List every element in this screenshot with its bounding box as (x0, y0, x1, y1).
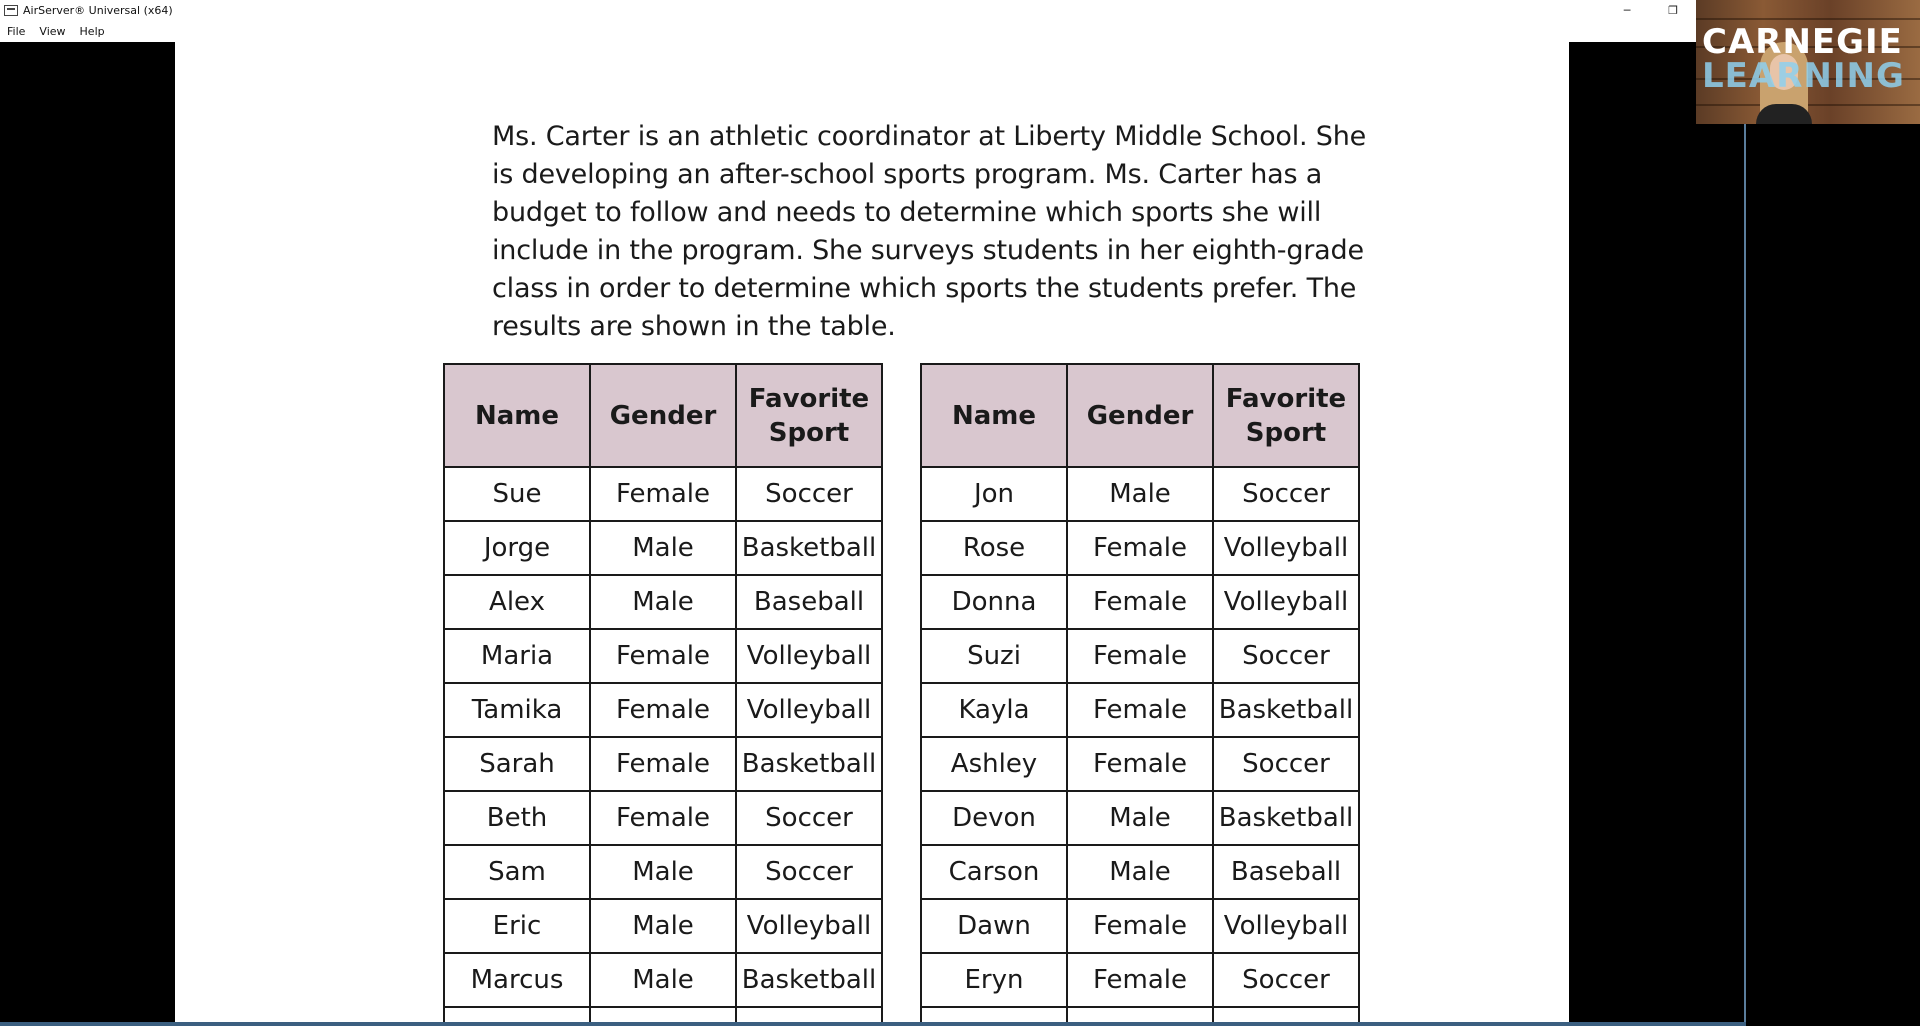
cell-name: Suzi (921, 629, 1067, 683)
cell-gender: Female (590, 737, 736, 791)
table-row (921, 521, 1359, 575)
mirrored-document-page (175, 42, 1569, 1026)
cell-name: Marcus (444, 953, 590, 1007)
cell-name: Rose (921, 521, 1067, 575)
header-gender: Gender (1067, 364, 1213, 467)
table-row (444, 737, 882, 791)
cell-favorite-sport: Soccer (736, 845, 882, 899)
cell-name: Maria (444, 629, 590, 683)
menu-view[interactable]: View (39, 25, 66, 38)
cell-gender: Female (1067, 575, 1213, 629)
survey-table-left-body (444, 467, 882, 1026)
header-favorite-sport: Favorite Sport (1213, 364, 1359, 467)
cell-gender: Female (590, 629, 736, 683)
cell-name: Sarah (444, 737, 590, 791)
cell-name: Beth (444, 791, 590, 845)
carnegie-learning-logo-line2: LEARNING (1702, 56, 1905, 96)
table-row (444, 629, 882, 683)
table-row (444, 521, 882, 575)
cell-gender: Female (590, 791, 736, 845)
cell-favorite-sport: Basketball (1213, 683, 1359, 737)
cell-favorite-sport: Baseball (736, 575, 882, 629)
minimize-button[interactable]: ─ (1623, 4, 1631, 17)
cell-gender: Female (1067, 953, 1213, 1007)
window-border-line (1744, 124, 1746, 1026)
cell-favorite-sport: Volleyball (1213, 899, 1359, 953)
cell-gender: Male (1067, 791, 1213, 845)
cell-name: Devon (921, 791, 1067, 845)
cell-name: Alex (444, 575, 590, 629)
table-row (921, 467, 1359, 521)
cell-gender: Female (590, 467, 736, 521)
table-row (921, 629, 1359, 683)
cell-name: Kayla (921, 683, 1067, 737)
cell-gender: Female (1067, 683, 1213, 737)
cell-gender: Male (590, 953, 736, 1007)
cell-name: Donna (921, 575, 1067, 629)
title-bar (0, 0, 1696, 21)
cell-name: Ashley (921, 737, 1067, 791)
cell-favorite-sport: Volleyball (736, 683, 882, 737)
table-row (444, 845, 882, 899)
table-row (921, 899, 1359, 953)
table-row (444, 575, 882, 629)
cell-favorite-sport: Soccer (736, 467, 882, 521)
cell-favorite-sport: Volleyball (1213, 521, 1359, 575)
airserver-app-icon (4, 5, 18, 16)
header-favorite-sport: Favorite Sport (736, 364, 882, 467)
cell-name: Sue (444, 467, 590, 521)
cell-favorite-sport: Soccer (1213, 467, 1359, 521)
cell-favorite-sport: Soccer (736, 791, 882, 845)
header-name: Name (444, 364, 590, 467)
cell-favorite-sport: Soccer (1213, 953, 1359, 1007)
cell-gender: Female (1067, 899, 1213, 953)
restore-button[interactable]: ❐ (1668, 4, 1678, 17)
cell-name: Tamika (444, 683, 590, 737)
cell-name: Jorge (444, 521, 590, 575)
problem-paragraph: Ms. Carter is an athletic coordinator at Liberty Middle School. She is developing an after-school sports program. Ms. Carter has a budget to follow and needs to determine which sports she will include in the program. She surveys students in her eighth-grade class in order to determine which sports the students prefer. The results are shown in the table. (492, 121, 1367, 342)
table-row (921, 845, 1359, 899)
cell-favorite-sport: Soccer (1213, 629, 1359, 683)
cell-name: Dawn (921, 899, 1067, 953)
window-controls (1604, 0, 1696, 21)
cell-favorite-sport: Baseball (1213, 845, 1359, 899)
cell-name: Carson (921, 845, 1067, 899)
menu-help[interactable]: Help (79, 25, 105, 38)
cell-favorite-sport: Soccer (1213, 737, 1359, 791)
cell-favorite-sport: Volleyball (1213, 575, 1359, 629)
menu-bar (0, 21, 1696, 42)
webcam-overlay (1696, 0, 1920, 124)
table-row (921, 953, 1359, 1007)
survey-table-right-body (921, 467, 1359, 1026)
table-row (444, 899, 882, 953)
table-row (444, 791, 882, 845)
table-row (921, 791, 1359, 845)
cell-name: Sam (444, 845, 590, 899)
cell-gender: Female (1067, 737, 1213, 791)
cell-favorite-sport: Basketball (736, 737, 882, 791)
cell-gender: Female (1067, 629, 1213, 683)
survey-table-left (443, 363, 883, 1026)
cell-favorite-sport: Volleyball (736, 629, 882, 683)
table-header-row (444, 364, 882, 467)
cell-name: Eryn (921, 953, 1067, 1007)
cell-name: Jon (921, 467, 1067, 521)
table-row (921, 683, 1359, 737)
cell-name: Eric (444, 899, 590, 953)
cell-gender: Male (590, 899, 736, 953)
cell-gender: Male (1067, 467, 1213, 521)
cell-gender: Male (1067, 845, 1213, 899)
cell-favorite-sport: Basketball (736, 953, 882, 1007)
survey-table-right (920, 363, 1360, 1026)
cell-favorite-sport: Basketball (736, 521, 882, 575)
cell-gender: Male (590, 845, 736, 899)
table-row (921, 575, 1359, 629)
header-gender: Gender (590, 364, 736, 467)
cell-gender: Male (590, 521, 736, 575)
header-name: Name (921, 364, 1067, 467)
menu-file[interactable]: File (7, 25, 26, 38)
carnegie-learning-logo-line1: CARNEGIE (1702, 22, 1903, 62)
cell-gender: Female (1067, 521, 1213, 575)
window-title: AirServer® Universal (x64) (23, 4, 173, 17)
cell-gender: Female (590, 683, 736, 737)
cell-favorite-sport: Volleyball (736, 899, 882, 953)
cell-gender: Male (590, 575, 736, 629)
cell-favorite-sport: Basketball (1213, 791, 1359, 845)
window-bottom-border (0, 1022, 1746, 1026)
table-row (921, 737, 1359, 791)
table-row (444, 467, 882, 521)
table-header-row (921, 364, 1359, 467)
table-row (444, 953, 882, 1007)
table-row (444, 683, 882, 737)
